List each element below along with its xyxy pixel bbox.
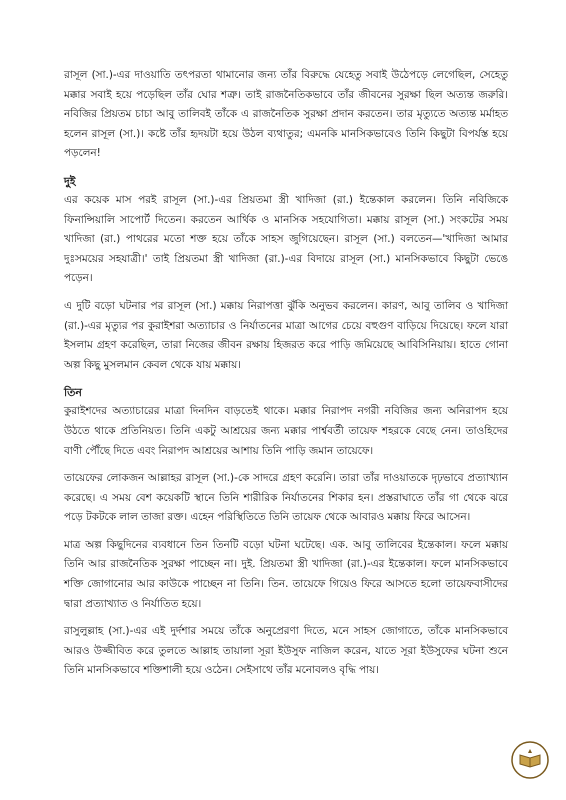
book-logo-icon (510, 740, 550, 780)
paragraph-6: মাত্র অল্প কিছুদিনের ব্যবধানে তিন তিনটি বড়ো ঘটনা ঘটেছে। এক. আবু তালিবের ইন্তেকাল। ফলে মক্কায় তিনি আর রাজনৈতিক সুরক্ষা পাচ্ছেন না। দুই. প্রিয়তমা স্ত্রী খাদিজা (রা.)-এর ইন্তেকাল। ফলে মানসিকভাবে শক্তি জোগানোর আর কাউকে পাচ্ছেন না তিনি। তিন. তায়েফে গিয়েও ফিরে আসতে হলো তায়েফবাসীদের দ্বারা প্রত্যাখ্যাত ও নির্যাতিত হয়ে। (64, 538, 508, 610)
paragraph-3: এ দুটি বড়ো ঘটনার পর রাসূল (সা.) মক্কায় নিরাপত্তা ঝুঁকি অনুভব করলেন। কারণ, আবু তালিব ও খাদিজা (রা.)-এর মৃত্যুর পর কুরাইশরা অত্যাচার ও নির্যাতনের মাত্রা আগের চেয়ে বহুগুণ বাড়িয়ে দিয়েছে। ফলে যারা ইসলাম গ্রহণ করেছিল, তারা নিজের জীবন রক্ষায় হিজরত করে পাড়ি জমিয়েছে আবিসিনিয়ায়। হাতে গোনা অল্প কিছু মুসলমান কেবল থেকে যায় মক্কায়। (64, 299, 508, 371)
paragraph-2: এর কয়েক মাস পরই রাসূল (সা.)-এর প্রিয়তমা স্ত্রী খাদিজা (রা.) ইন্তেকাল করলেন। তিনি নবিজিকে ফিনান্সিয়ালি সাপোর্ট দিতেন। করতেন আর্থিক ও মানসিক সহযোগিতা। মক্কায় রাসূল (সা.) সংকটের সময় খাদিজা (রা.) পাথরের মতো শক্ত হয়ে তাঁকে সাহস জুগিয়েছেন। রাসূল (সা.) বলতেন—'খাদিজা আমার দুঃসময়ের সহযাত্রী।' তাই প্রিয়তমা স্ত্রী খাদিজা (রা.)-এর বিদায়ে রাসূল (সা.) মানসিকভাবে কিছুটা ভেঙে পড়েন। (64, 193, 508, 285)
paragraph-7: রাসুলুল্লাহ (সা.)-এর এই দুর্দশার সময়ে তাঁকে অনুপ্রেরণা দিতে, মনে সাহস জোগাতে, তাঁকে মানসিকভাবে আরও উজ্জীবিত করে তুলতে আল্লাহ তায়ালা সূরা ইউসুফ নাজিল করেন, যাতে সূরা ইউসুফের ঘটনা শুনে তিনি মানসিকভাবে শক্তিশালী হয়ে ওঠেন। সেইসাথে তাঁর মনোবলও বৃদ্ধি পায়। (64, 625, 508, 677)
paragraph-5: তায়েফের লোকজন আল্লাহর রাসূল (সা.)-কে সাদরে গ্রহণ করেনি। তারা তাঁর দাওয়াতকে দৃঢ়ভাবে প্রত্যাখ্যান করেছে। এ সময় বেশ কয়েকটি স্থানে তিনি শারীরিক নির্যাতনের শিকার হন। প্রস্তরাঘাতে তাঁর গা থেকে ঝরে পড়ে টকটকে লাল তাজা রক্ত। এহেন পরিস্থিতিতে তিনি তায়েফ থেকে আবারও মক্কায় ফিরে আসেন। (64, 472, 508, 524)
section-heading-dui: দুই (64, 174, 76, 188)
paragraph-1: রাসূল (সা.)-এর দাওয়াতি তৎপরতা থামানোর জন্য তাঁর বিরুদ্ধে যেহেতু সবাই উঠেপড়ে লেগেছিল, সেহেতু মক্কার সবাই হয়ে পড়েছিল তাঁর ঘোর শত্রু। তাই রাজনৈতিকভাবে তাঁর জীবনের সুরক্ষা ছিল অত্যন্ত জরুরি। নবিজির প্রিয়তম চাচা আবু তালিবই তাঁকে এ রাজনৈতিক সুরক্ষা প্রদান করতেন। তার মৃত্যুতে অত্যন্ত মর্মাহত হলেন রাসূল (সা.)। কষ্টে তাঁর হৃদয়টা হয়ে উঠল ব্যথাতুর; এমনকি মানসিকভাবেও তিনি কিছুটা বিপর্যস্ত হয়ে পড়লেন! (64, 69, 508, 160)
page-body (64, 66, 508, 681)
paragraph-4: কুরাইশদের অত্যাচারের মাত্রা দিনদিন বাড়তেই থাকে। মক্কার নিরাপদ নগরী নবিজির জন্য অনিরাপদ হয়ে উঠতে থাকে প্রতিনিয়ত। তিনি একটু আশ্রয়ের জন্য মক্কার পার্শ্ববর্তী তায়েফ শহরকে বেছে নেন। তাওহিদের বাণী পৌঁছে দিতে এবং নিরাপদ আশ্রয়ের আশায় তিনি পাড়ি জমান তায়েফে। (64, 405, 508, 457)
section-heading-tin: তিন (64, 386, 82, 400)
